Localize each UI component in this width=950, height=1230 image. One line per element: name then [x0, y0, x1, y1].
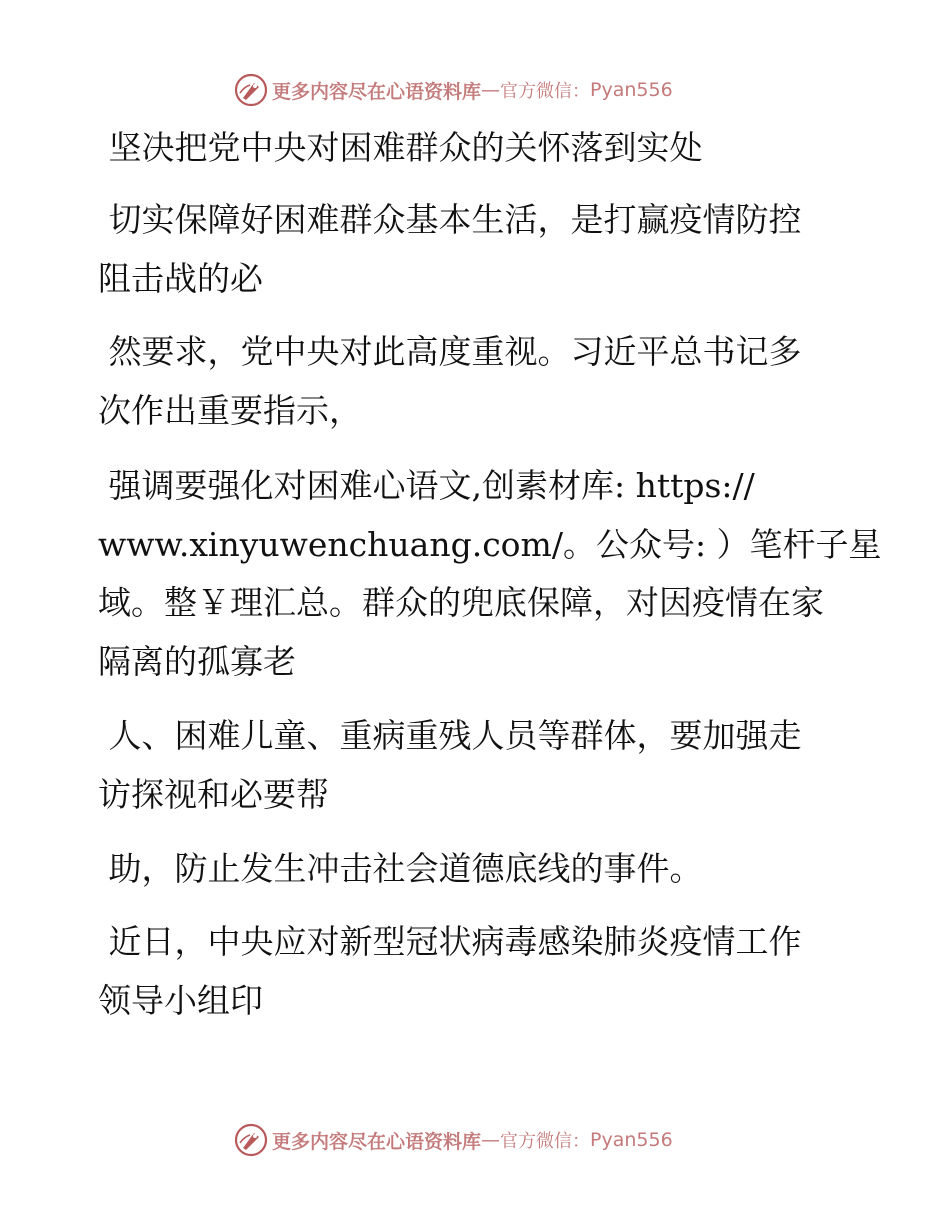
pen-nib-logo-icon	[234, 1123, 268, 1157]
watermark-account: Pyan556	[590, 79, 673, 101]
text-line: 坚决把党中央对困难群众的关怀落到实处	[98, 128, 703, 167]
watermark-brand: 更多内容尽在心语资料库	[272, 80, 482, 103]
watermark-account: Pyan556	[590, 1129, 673, 1151]
text-line: 助，防止发生冲击社会道德底线的事件。	[98, 849, 703, 888]
text-line: 阻击战的必	[98, 259, 263, 298]
text-line: 然要求，党中央对此高度重视。习近平总书记多	[98, 332, 802, 371]
watermark-brand: 更多内容尽在心语资料库	[272, 1130, 482, 1153]
text-line: www.xinyuwenchuang.com/。公众号: ）笔杆子星	[98, 525, 882, 564]
text-line: 人、困难儿童、重病重残人员等群体，要加强走	[98, 716, 802, 755]
header-watermark	[234, 70, 673, 110]
text-line: 域。整￥理汇总。群众的兜底保障，对因疫情在家	[98, 583, 824, 622]
text-line: 近日，中央应对新型冠状病毒感染肺炎疫情工作	[98, 922, 802, 961]
watermark-label: 官方微信：	[500, 81, 591, 102]
watermark-label: 官方微信：	[500, 1131, 591, 1152]
footer-watermark	[234, 1120, 673, 1160]
text-line: 强调要强化对困难心语文,创素材库: https://	[98, 466, 755, 505]
watermark-separator: —	[481, 79, 501, 101]
text-line: 次作出重要指示，	[98, 391, 362, 430]
text-line: 隔离的孤寡老	[98, 642, 296, 681]
text-line: 切实保障好困难群众基本生活，是打赢疫情防控	[98, 200, 802, 239]
watermark-separator: —	[481, 1129, 501, 1151]
text-line: 领导小组印	[98, 981, 263, 1020]
text-line: 访探视和必要帮	[98, 775, 329, 814]
pen-nib-logo-icon	[234, 73, 268, 107]
